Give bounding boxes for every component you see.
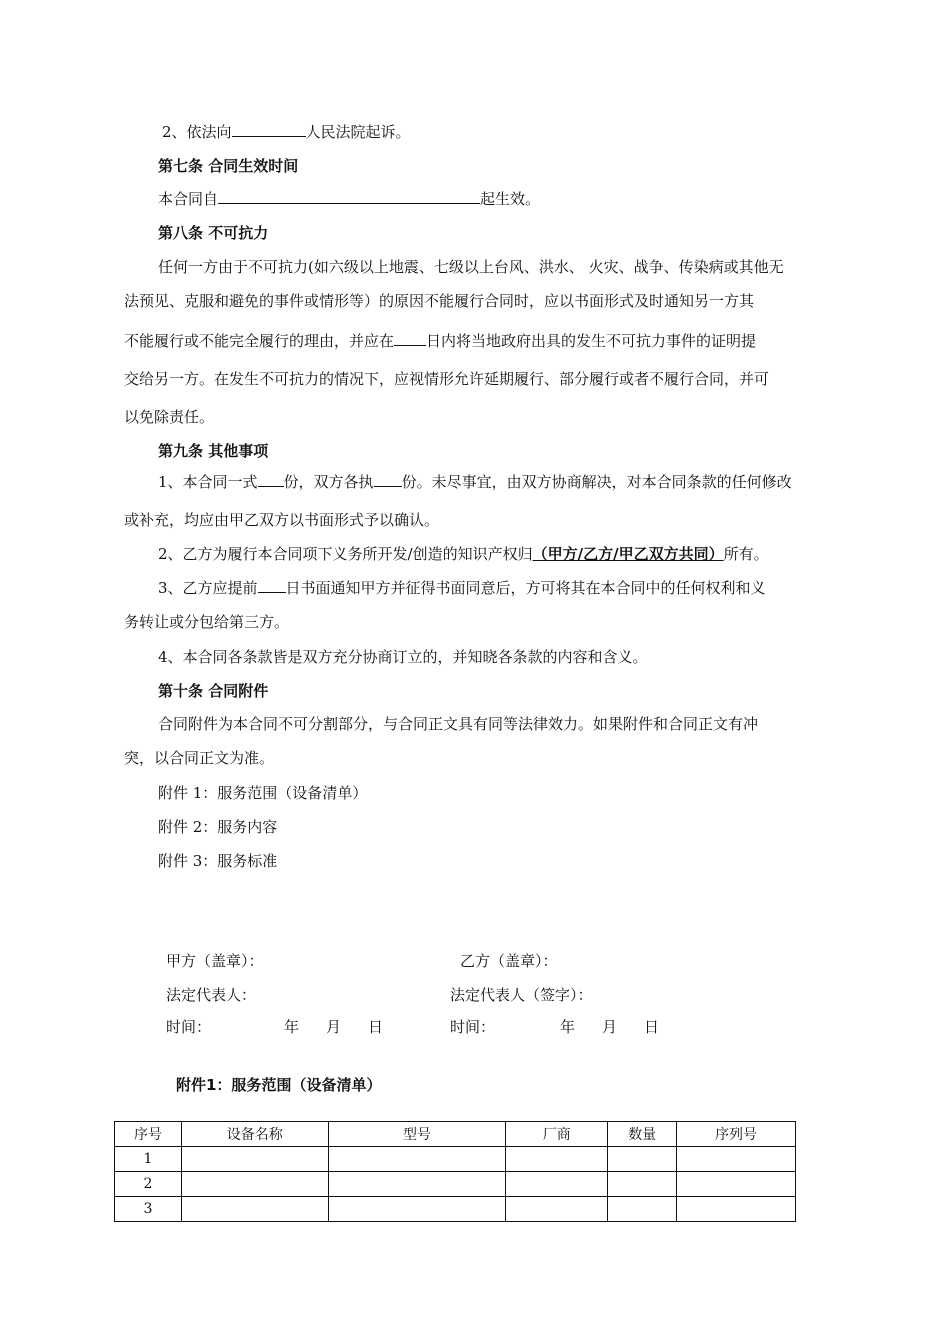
text: 份，双方各执 [283, 473, 374, 491]
article-9-item-1-cont: 或补充，均应由甲乙双方以书面形式予以确认。 [124, 511, 440, 529]
blank-days[interactable] [394, 331, 426, 346]
text: 3、乙方应提前 [158, 579, 258, 597]
cell-quantity[interactable] [608, 1197, 677, 1222]
article-9-item-3-cont: 务转让或分包给第三方。 [124, 613, 290, 631]
cell-vendor[interactable] [506, 1172, 608, 1197]
party-a-time-label: 时间： [166, 1018, 212, 1036]
party-b-seal: 乙方（盖章）： [460, 952, 558, 970]
text: 1、本合同一式 [158, 473, 258, 491]
blank-each-copies[interactable] [374, 472, 402, 487]
row-index: 2 [115, 1172, 182, 1197]
cell-name[interactable] [181, 1172, 328, 1197]
equipment-table [114, 1121, 796, 1222]
party-a-seal: 甲方（盖章）： [166, 952, 264, 970]
text: 所有。 [723, 545, 769, 563]
cell-name[interactable] [181, 1197, 328, 1222]
article-9-item-1 [158, 471, 862, 492]
article-7-title: 第七条 合同生效时间 [158, 157, 299, 175]
party-a-year: 年 [284, 1018, 300, 1036]
ip-owner-option: （甲方/乙方/甲乙双方共同） [532, 545, 724, 563]
row-index: 1 [115, 1147, 182, 1172]
text: 日书面通知甲方并征得书面同意后，方可将其在本合同中的任何权利和义 [285, 579, 766, 597]
text: 2、依法向 [162, 123, 232, 141]
attachment-1-ref: 附件 1：服务范围（设备清单） [158, 784, 368, 802]
party-b-time-label: 时间： [450, 1018, 496, 1036]
article-9-title: 第九条 其他事项 [158, 442, 269, 460]
article-9-item-2 [158, 543, 862, 564]
table-row [115, 1197, 796, 1222]
party-a-rep: 法定代表人： [166, 986, 257, 1004]
article-9-item-3 [158, 577, 862, 598]
table-row [115, 1147, 796, 1172]
table-header-row [115, 1122, 796, 1147]
article-10-title: 第十条 合同附件 [158, 682, 269, 700]
col-header-model: 型号 [328, 1122, 506, 1147]
article-8-line-4: 交给另一方。在发生不可抗力的情况下，应视情形允许延期履行、部分履行或者不履行合同，并可 [124, 370, 770, 388]
col-header-name: 设备名称 [181, 1122, 328, 1147]
article-8-line-5: 以免除责任。 [124, 408, 215, 426]
attachment-3-ref: 附件 3：服务标准 [158, 852, 278, 870]
article-8-line-3 [124, 330, 828, 351]
clause-7-2-line [162, 121, 866, 142]
cell-name[interactable] [181, 1147, 328, 1172]
blank-copies[interactable] [258, 472, 284, 487]
party-b-month: 月 [602, 1018, 618, 1036]
attachment-2-ref: 附件 2：服务内容 [158, 818, 278, 836]
article-7-body [158, 188, 862, 209]
cell-serial[interactable] [677, 1172, 796, 1197]
cell-serial[interactable] [677, 1197, 796, 1222]
blank-notice-days[interactable] [258, 578, 286, 593]
appendix-title: 附件1：服务范围（设备清单） [176, 1076, 382, 1094]
blank-court[interactable] [232, 122, 306, 137]
article-9-item-4: 4、本合同各条款皆是双方充分协商订立的，并知晓各条款的内容和含义。 [158, 648, 648, 666]
row-index: 3 [115, 1197, 182, 1222]
article-8-line-2: 法预见、克服和避免的事件或情形等）的原因不能履行合同时，应以书面形式及时通知另一方其 [124, 292, 755, 310]
party-b-rep: 法定代表人（签字）： [450, 986, 593, 1004]
text: 人民法院起诉。 [305, 123, 411, 141]
text: 起生效。 [480, 190, 541, 208]
text: 日内将当地政府出具的发生不可抗力事件的证明提 [426, 332, 757, 350]
cell-quantity[interactable] [608, 1147, 677, 1172]
cell-serial[interactable] [677, 1147, 796, 1172]
article-10-line-1: 合同附件为本合同不可分割部分，与合同正文具有同等法律效力。如果附件和合同正文有冲 [158, 715, 759, 733]
text: 份。未尽事宜，由双方协商解决，对本合同条款的任何修改 [401, 473, 792, 491]
col-header-serial: 序列号 [677, 1122, 796, 1147]
party-a-day: 日 [368, 1018, 384, 1036]
cell-quantity[interactable] [608, 1172, 677, 1197]
party-a-month: 月 [326, 1018, 342, 1036]
text: 本合同自 [158, 190, 219, 208]
table-row [115, 1172, 796, 1197]
cell-vendor[interactable] [506, 1197, 608, 1222]
text: 不能履行或不能完全履行的理由，并应在 [124, 332, 395, 350]
cell-model[interactable] [328, 1147, 506, 1172]
cell-model[interactable] [328, 1172, 506, 1197]
article-8-title: 第八条 不可抗力 [158, 224, 269, 242]
cell-model[interactable] [328, 1197, 506, 1222]
col-header-quantity: 数量 [608, 1122, 677, 1147]
cell-vendor[interactable] [506, 1147, 608, 1172]
article-8-line-1: 任何一方由于不可抗力(如六级以上地震、七级以上台风、洪水、 火灾、战争、传染病或其他无 [158, 258, 784, 276]
text: 2、乙方为履行本合同项下义务所开发/创造的知识产权归 [158, 545, 533, 563]
article-10-line-2: 突，以合同正文为准。 [124, 749, 275, 767]
col-header-index: 序号 [115, 1122, 182, 1147]
party-b-year: 年 [560, 1018, 576, 1036]
party-b-day: 日 [644, 1018, 660, 1036]
blank-effective-date[interactable] [218, 189, 480, 204]
col-header-vendor: 厂商 [506, 1122, 608, 1147]
